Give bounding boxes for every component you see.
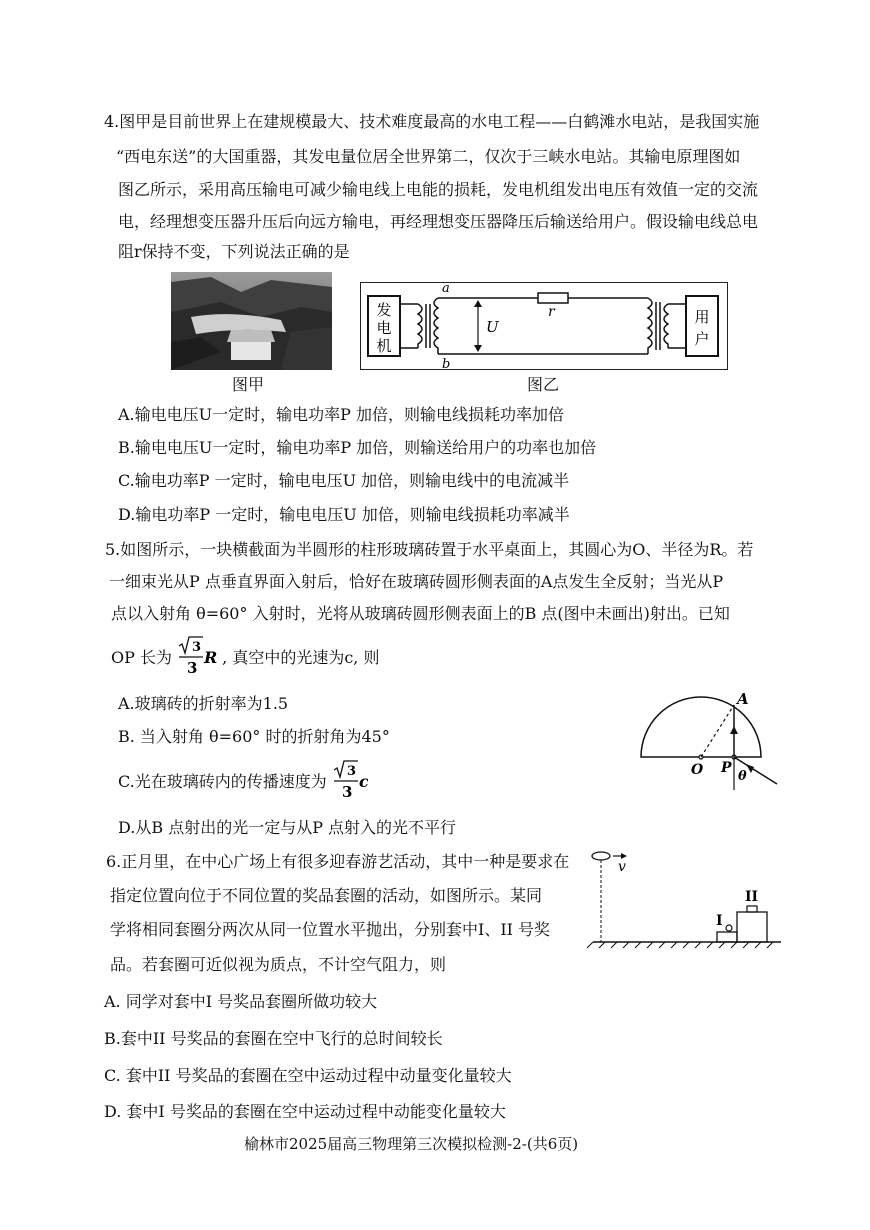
fig-yi-caption: 图乙 [527,375,560,394]
q6-option-c: C. 套中II 号奖品的套圈在空中运动过程中动量变化量较大 [104,1066,512,1085]
svg-text:R: R [204,647,218,667]
q4-option-c: C.输电功率P 一定时，输电电压U 加倍，则输电线中的电流减半 [118,471,570,490]
prize-label-II: II [745,889,759,905]
velocity-label-v: v [618,859,626,875]
q5-option-c-prefix: C.光在玻璃砖内的传播速度为 [118,772,327,791]
point-label-O: O [691,762,704,778]
q5-stem-line-3: 点以入射角 θ=60° 入射时，光将从玻璃砖圆形侧表面上的B 点(图中未画出)射出。已知 [111,604,730,623]
sqrt3-over-3-c-formula [332,760,368,802]
q6-option-b: B.套中II 号奖品的套圈在空中飞行的总时间较长 [104,1029,443,1048]
generator-label-2: 电 [376,319,392,337]
q6-stem-line-4: 品。若套圈可近似视为质点，不计空气阻力，则 [110,955,447,974]
prize-label-I: I [716,913,723,929]
q4-stem-line-5: 阻r保持不变，下列说法正确的是 [118,242,350,261]
q5-stem-line-2: 一细束光从P 点垂直界面入射后，恰好在玻璃砖圆形侧表面的A点发生全反射；当光从P [109,572,724,591]
voltage-label-U: U [486,318,499,336]
point-label-P: P [721,760,732,776]
q5-stem-line-1: 5.如图所示，一块横截面为半圆形的柱形玻璃砖置于水平桌面上，其圆心为O、半径为R。若 [105,540,754,559]
q5-option-a: A.玻璃砖的折射率为1.5 [118,694,289,713]
node-label-a: a [442,282,450,296]
point-label-A: A [737,690,749,708]
svg-text:c: c [358,771,368,791]
q6-stem-line-3: 学将相同套圈分两次从同一位置水平抛出，分别套中I、II 号奖 [110,920,551,939]
q4-option-b: B.输电电压U一定时，输电功率P 加倍，则输送给用户的功率也加倍 [118,438,597,457]
q5-option-b: B. 当入射角 θ=60° 时的折射角为45° [118,727,390,746]
q5-op-suffix: , 真空中的光速为c, 则 [222,648,380,667]
q6-option-d: D. 套中I 号奖品的套圈在空中运动过程中动能变化量较大 [104,1102,506,1121]
generator-label-1: 发 [376,301,392,319]
user-label-2: 户 [694,330,710,348]
resistance-label-r: r [548,304,555,320]
svg-text:3: 3 [192,639,202,655]
q6-stem-line-2: 指定位置向位于不同位置的奖品套圈的活动，如图所示。某同 [110,886,543,905]
node-label-b: b [442,357,451,370]
ring-toss-figure [585,846,785,950]
sqrt3-over-3-R-formula [177,636,217,678]
dam-photo [171,272,332,370]
user-label-1: 用 [694,308,710,326]
q5-option-c-line [118,763,368,801]
q4-option-d: D.输电功率P 一定时，输电电压U 加倍，则输电线损耗功率减半 [118,505,570,524]
q4-stem-line-2: “西电东送”的大国重器，其发电量位居全世界第二，仅次于三峡水电站。其输电原理图如 [116,147,741,166]
svg-text:3: 3 [187,658,198,677]
q4-stem-line-3: 图乙所示，采用高压输电可减少输电线上电能的损耗，发电机组发出电压有效值一定的交流 [118,180,759,199]
semicircle-glass-figure [635,690,785,800]
angle-label-theta: θ [738,769,747,784]
q5-op-line [111,639,380,677]
q5-option-d: D.从B 点射出的光一定与从P 点射入的光不平行 [118,818,457,837]
q4-stem-line-1: 4.图甲是目前世界上在建规模最大、技术难度最高的水电工程——白鹤滩水电站，是我国实施 [104,112,760,131]
q4-option-a: A.输电电压U一定时，输电功率P 加倍，则输电线损耗功率加倍 [118,405,564,424]
svg-text:3: 3 [341,782,353,801]
svg-text:3: 3 [346,763,356,779]
q5-op-prefix: OP 长为 [111,648,172,667]
fig-jia-caption: 图甲 [232,375,265,394]
transmission-circuit-diagram [360,282,728,370]
generator-label-3: 机 [376,337,392,355]
q6-stem-line-1: 6.正月里，在中心广场上有很多迎春游艺活动，其中一种是要求在 [106,852,570,871]
q6-option-a: A. 同学对套中I 号奖品套圈所做功较大 [104,992,378,1011]
page-footer: 榆林市2025届高三物理第三次模拟检测-2-(共6页) [244,1135,579,1153]
q4-stem-line-4: 电，经理想变压器升压后向远方输电，再经理想变压器降压后输送给用户。假设输电线总电 [118,212,759,231]
